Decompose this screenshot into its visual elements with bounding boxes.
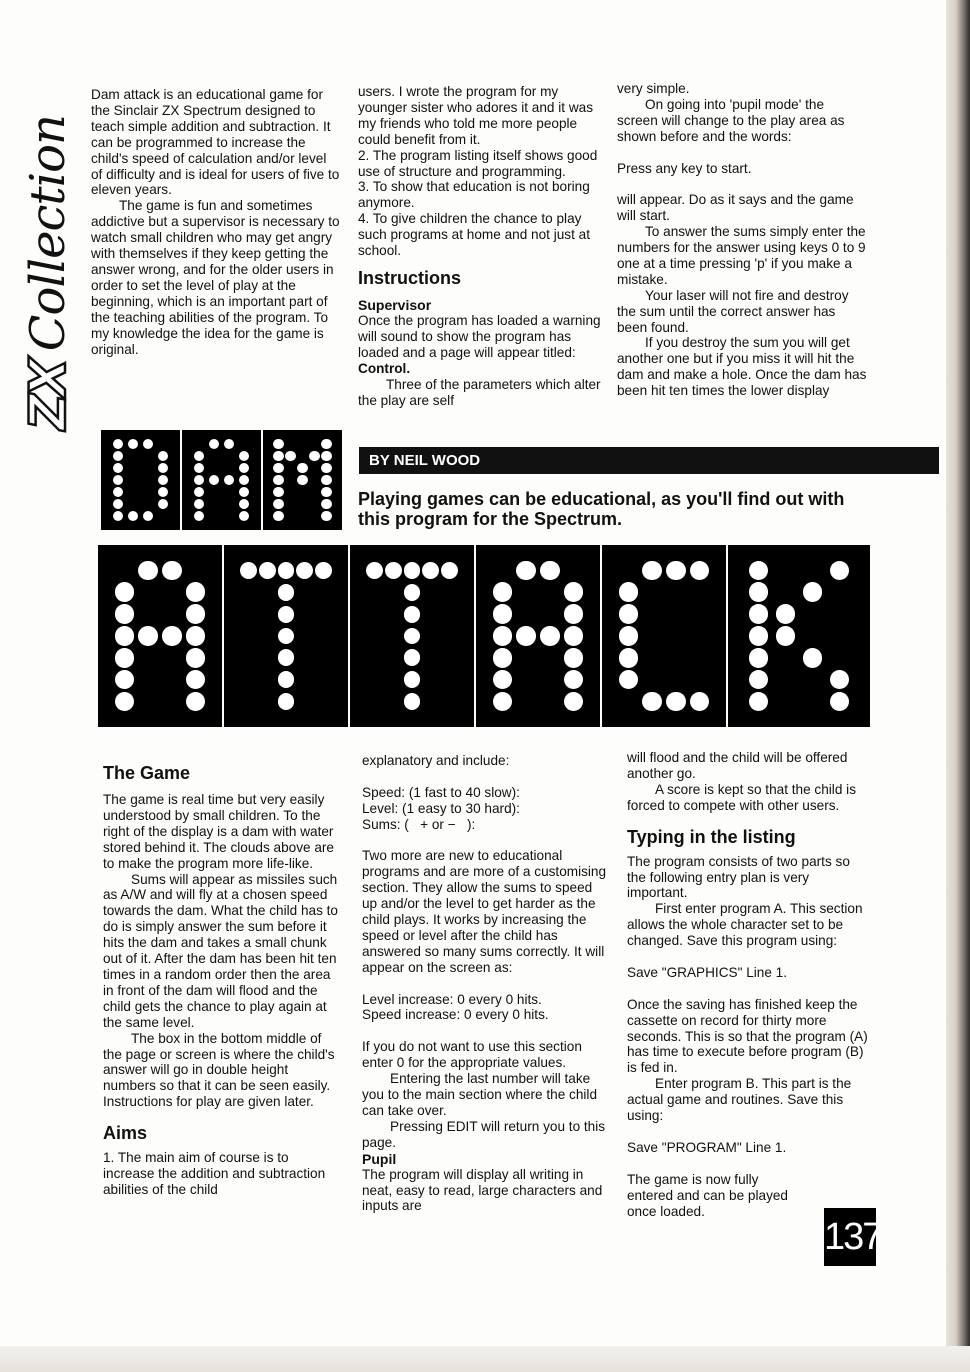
control-parameters: Speed: (1 fast to 40 slow): Level: (1 easy to 30 hard): Sums: ( + or − ): [362,784,520,832]
title-letter-dot [113,451,124,462]
title-letter-dot [619,582,639,602]
body-paragraph: If you destroy the sum you will get another one but if you miss it will hit the dam and make a hole. Once the dam has been hit ten times the lower display [617,335,871,399]
bottom-column-1 [103,762,343,1198]
title-letter-dot [297,463,308,474]
title-letter [263,430,342,530]
title-letter-dot [493,648,513,668]
title-letter-dot [128,511,139,522]
title-letter-dot [278,671,295,688]
title-letter-dot [564,692,584,712]
title-letter-dot [194,499,205,510]
aims-item: 1. The main aim of course is to increase the addition and subtraction abilities of the child [103,1150,329,1197]
title-letter-dot [564,648,584,668]
body-paragraph: The game is fun and sometimes addictive but a supervisor is necessary to watch small children who may get angry with themselves if they keep getting the answer wrong, and for the older users in order to set the level of play at the beginning, which is an important part of the teaching abilities of the program. To my knowledge the idea for the game is original. [91,198,344,357]
title-letter-dot [749,692,769,712]
body-paragraph: Three of the parameters which alter the play are self [358,376,605,408]
pupil-subheading: Pupil [362,1150,397,1167]
zx-logo-text: ZX [19,361,77,430]
body-paragraph: The game is real time but very easily understood by small children. To the right of the display is a dam with water stored behind it. The clouds above are to make the program more life-like. [103,792,338,871]
title-letter-dot [516,561,536,581]
title-letter-dot [115,670,135,690]
instructions-heading: Instructions [358,267,462,288]
title-letter-dot [642,561,662,581]
typing-heading: Typing in the listing [627,826,796,847]
title-letter-dot [186,582,206,602]
title-letter-dot [404,649,421,666]
title-letter [182,430,261,530]
aims-item: 3. To show that education is not boring anymore. [358,179,594,211]
body-paragraph: users. I wrote the program for my younger sister who adores it and it was my friends who told me more people could benefit from it. [358,84,597,147]
title-letter-dot [493,626,513,646]
title-letter [224,545,348,727]
title-letter-dot [115,604,135,624]
title-letter-dot [404,693,421,710]
title-letter-dot [321,463,332,474]
title-letter-dot [239,499,250,510]
title-letter-dot [115,626,135,646]
title-letter-dot [564,670,584,690]
increase-settings: Level increase: 0 every 0 hits. Speed increase: 0 every 0 hits. [362,991,549,1023]
title-letter-dot [422,562,439,579]
title-letter-dot [278,693,295,710]
body-paragraph: First enter program A. This section allows the whole character set to be changed. Save this program using: [627,901,867,949]
intro-paragraph: Dam attack is an educational game for the Sinclair ZX Spectrum designed to teach simple addition and subtraction. It can be programmed to increase the child's speed of calculation and/or level of difficulty and is ideal for users of five to eleven years. [91,87,344,198]
body-paragraph: Sums will appear as missiles such as A/W and will fly at a chosen speed towards the dam. What the child has to do is simply answer the sum before it hits the dam and takes a small chunk out of it. After the dam has been hit ten times in a random order then the area in front of the dam will flood and the child gets the chance to play again at the same level. [103,871,342,1030]
title-letter-dot [194,475,205,486]
title-letter-dot [158,475,169,486]
title-letter-dot [138,626,158,646]
title-letter-dot [273,511,284,522]
title-letter-dot [128,439,139,450]
collection-logo-text: Collection [20,115,76,352]
save-command: Save "PROGRAM" Line 1. [627,1139,787,1155]
title-letter-dot [776,604,796,624]
title-letter-dot [113,487,124,498]
byline-bar: BY NEIL WOOD [359,447,939,474]
title-letter-dot [186,604,206,624]
body-paragraph: very simple. [617,81,690,96]
title-letter-dot [619,626,639,646]
aims-heading: Aims [103,1123,148,1144]
title-letter-dot [285,451,296,462]
title-letter-dot [273,451,284,462]
title-letter-dot [194,487,205,498]
title-letter-dot [830,561,850,581]
body-paragraph: Once the saving has finished keep the cassette on record for thirty more seconds. This is so that the program (A) has time to execute before program (B) is fed in. [627,996,872,1076]
title-letter-dot [321,439,332,450]
title-letter-dot [441,562,458,579]
title-letter-dot [309,451,320,462]
title-letter [98,545,222,727]
standfirst: Playing games can be educational, as you'll find out with this program for the Spectrum. [358,489,845,529]
title-letter-dot [239,451,250,462]
title-letter-dot [278,649,295,666]
title-letter-dot [315,562,332,579]
body-paragraph: Entering the last number will take you to the main section where the child can take over. [362,1071,601,1118]
title-letter-dot [115,648,135,668]
zx-collection-logo [18,80,78,430]
title-letter-dot [143,511,154,522]
title-letter-dot [239,487,250,498]
title-letter-dot [493,582,513,602]
title-letter-dot [113,475,124,486]
title-letter-dot [564,604,584,624]
title-letter-dot [138,561,158,581]
title-letter-dot [209,439,220,450]
title-letter-dot [113,511,124,522]
title-letter-dot [113,463,124,474]
title-letter-dot [273,499,284,510]
title-letter-dot [516,626,536,646]
title-letter-dot [321,475,332,486]
page-edge-right [946,0,970,1372]
title-letter [101,430,180,530]
body-paragraph: Once the program has loaded a warning will sound to show the program has loaded and a page will appear titled: Control. [358,312,605,376]
title-letter-dot [239,475,250,486]
title-letter-dot [143,439,154,450]
title-letter-dot [224,475,235,486]
title-letter-dot [194,451,205,462]
aims-item: 2. The program listing itself shows good use of structure and programming. [358,147,602,179]
body-paragraph: The box in the bottom middle of the page or screen is where the child's answer will go in double height numbers so that it can be seen easily. Instructions for play are given later. [103,1030,339,1110]
body-paragraph: The game is now fully entered and can be played once loaded. [627,1171,792,1219]
game-heading: The Game [103,763,191,783]
title-letter-dot [273,475,284,486]
title-letter-dot [642,692,662,712]
title-letter-dot [278,606,295,623]
title-letter-dot [749,561,769,581]
title-letter-dot [690,561,710,581]
title-letter-dot [564,626,584,646]
title-letter [728,545,870,727]
body-paragraph: If you do not want to use this section enter 0 for the appropriate values. [362,1039,586,1071]
title-letter-dot [493,670,513,690]
title-letter-dot [239,463,250,474]
title-letter-dot [186,648,206,668]
aims-item: 4. To give children the chance to play such programs at home and not just at school. [358,211,594,259]
body-paragraph: The program consists of two parts so the following entry plan is very important. [627,853,854,901]
title-letter-dot [404,606,421,623]
title-letter [602,545,726,727]
save-command: Save "GRAPHICS" Line 1. [627,964,788,980]
bottom-column-2 [362,753,610,1214]
page-edge-bottom [0,1346,970,1372]
title-letter-dot [690,692,710,712]
title-letter-dot [186,692,206,712]
title-letter-dot [564,582,584,602]
title-letter-dot [158,463,169,474]
title-letter [350,545,474,727]
title-letter-dot [493,692,513,712]
title-letter-dot [321,511,332,522]
title-letter-dot [776,626,796,646]
body-paragraph: will flood and the child will be offered another go. [627,750,852,781]
title-letter-dot [113,499,124,510]
body-paragraph: will appear. Do as it says and the game will start. [617,192,858,224]
title-letter-dot [259,562,276,579]
body-paragraph: The program will display all writing in neat, easy to read, large characters and inputs are [362,1166,607,1214]
title-letter-dot [619,604,639,624]
title-letter-dot [404,628,421,645]
title-letter-dot [321,451,332,462]
title-letter-dot [162,626,182,646]
title-letter-dot [186,670,206,690]
title-letter-dot [273,463,284,474]
title-letter-dot [273,439,284,450]
title-letter-dot [540,626,560,646]
body-paragraph: Enter program B. This part is the actual game and routines. Save this using: [627,1076,855,1124]
title-letter-dot [115,692,135,712]
title-letter-dot [273,487,284,498]
body-paragraph: Two more are new to educational programs and are more of a customising section. They allow the sums to speed up and/or the level to get harder as the child plays. It works by increasing the speed or level after the child has answered so many sums correctly. It will appear on the screen as: [362,848,610,975]
top-column-3 [617,81,871,399]
title-letter-dot [158,499,169,510]
body-paragraph: Pressing EDIT will return you to this page. [362,1118,609,1150]
title-letter-dot [278,628,295,645]
title-letter-dot [240,562,257,579]
top-column-1 [91,87,344,357]
title-letter-dot [366,562,383,579]
title-letter-dot [158,451,169,462]
title-letter-dot [666,692,686,712]
title-letter-dot [749,582,769,602]
title-letter-dot [296,562,313,579]
title-letter-dot [209,475,220,486]
title-letter-dot [321,487,332,498]
title-letter-dot [830,692,850,712]
title-letter-dot [749,648,769,668]
page-number: 137 [824,1208,876,1266]
body-paragraph: explanatory and include: [362,753,510,768]
body-paragraph: To answer the sums simply enter the numbers for the answer using keys 0 to 9 one at a time pressing 'p' if you make a mistake. [617,224,870,287]
title-letter-dot [297,475,308,486]
top-column-2 [358,84,608,408]
title-letter-dot [803,582,823,602]
title-letter-dot [493,604,513,624]
title-letter-dot [186,626,206,646]
title-letter-dot [115,582,135,602]
title-letter-dot [540,561,560,581]
title-letter-dot [404,671,421,688]
title-letter-dot [385,562,402,579]
body-paragraph: A score is kept so that the child is forced to compete with other users. [627,781,860,813]
title-letter-dot [158,487,169,498]
title-letter-dot [404,562,421,579]
title-letter-dot [619,670,639,690]
title-letter-dot [404,584,421,601]
title-letter-dot [749,626,769,646]
supervisor-subheading: Supervisor [358,296,432,313]
title-letter-dot [830,670,850,690]
prompt-text: Press any key to start. [617,160,752,176]
title-letter-dot [619,648,639,668]
title-letter-dot [803,648,823,668]
title-letter-dot [194,463,205,474]
body-paragraph: On going into 'pupil mode' the screen will change to the play area as shown before and the words: [617,96,849,144]
title-letter-dot [278,584,295,601]
title-letter-dot [162,561,182,581]
title-letter [476,545,600,727]
title-letter-dot [749,670,769,690]
title-letter-dot [113,439,124,450]
title-letter-dot [224,439,235,450]
title-letter-dot [749,604,769,624]
title-letter-dot [239,511,250,522]
bottom-column-3 [627,750,872,1219]
title-letter-dot [321,499,332,510]
title-letter-dot [194,511,205,522]
body-paragraph: Your laser will not fire and destroy the sum until the correct answer has been found. [617,287,853,335]
title-letter-dot [278,562,295,579]
title-letter-dot [666,561,686,581]
